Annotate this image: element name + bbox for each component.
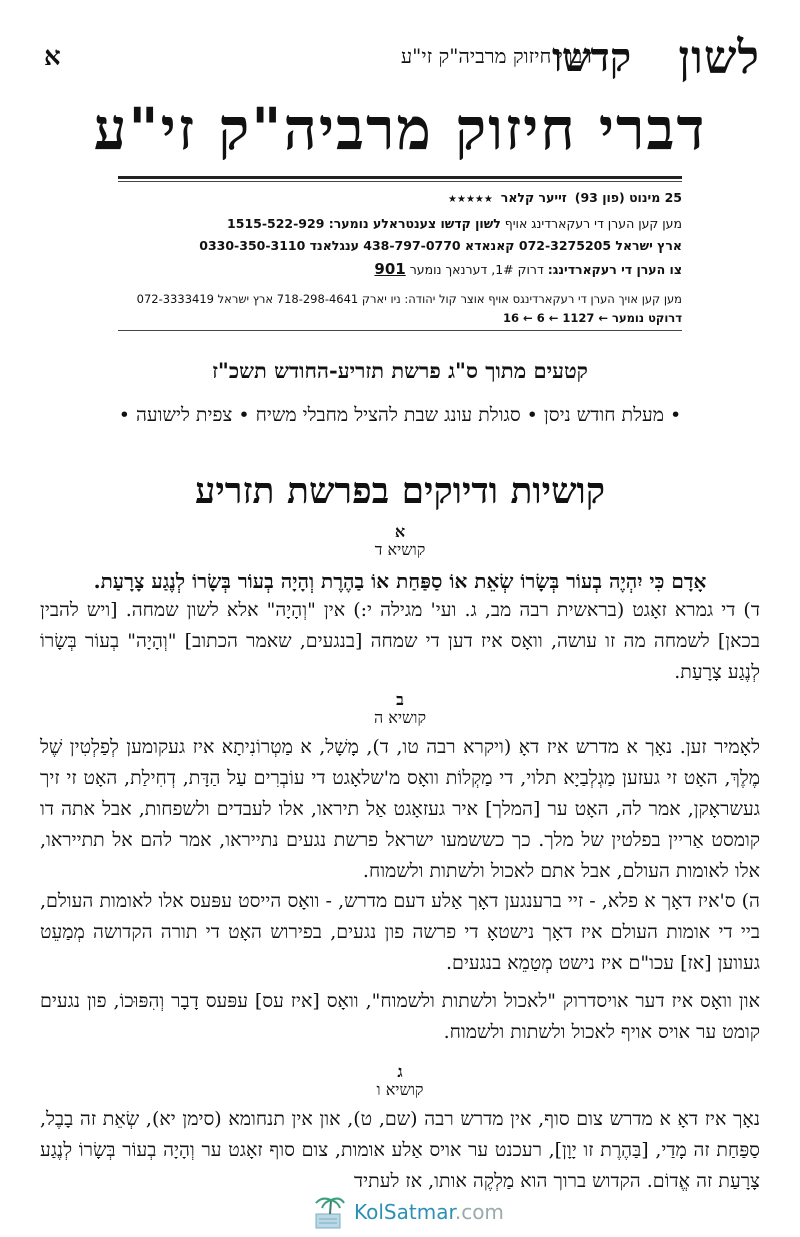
excerpt-subtitle: קטעים מתוך ס"ג פרשת תזריע-החודש תשכ"ז (212, 358, 588, 383)
central-number-prefix: מען קען הערן די רעקארדינג אויף (504, 216, 682, 231)
question-title: קושיא ו (376, 1080, 424, 1099)
paragraph-5: נאָך איז דאָ א מדרש צום סוף, אין מדרש רבה (שם, ט), און אין תנחומא (סימן יא), שְׂאֵת זה בָבֶל, סַפַּחַת זה מָדַי, [בַּהֶרֶת זו יָוָן], רעכנט ער אויס אַלע אומות, צום סוף זאָגט ער וְהָיָה בְעוֹר בְּשָׂרוֹ לְנֶגַע צָרָעַת זה אֱדוֹם. הקדוש ברוך הוא מַלְקֶה אותו, אז לעתיד (40, 1108, 760, 1192)
duration: 25 מינוט (פון 93) (574, 190, 682, 205)
kolsatmar-logo (310, 1194, 510, 1234)
question-letter: א (394, 522, 406, 541)
logo-tld: .com (454, 1200, 504, 1224)
logo-brand: KolSatmar (354, 1200, 455, 1224)
recording-number: 901 (374, 260, 406, 278)
clarity-label: זייער קלאר (500, 190, 567, 205)
paragraph-3: ה) ס'איז דאָך א פלא, - זיי ברענגען דאָך אַלע דעם מדרש, - וואָס הייסט עפּעס אלו לאומות העולם, ביי די אומות העולם איז דאָך נישטאָ די פרשה פון נגעים, בפירוש האָט די תורה הקדושה מְמַעֵט געווען [אז] עכו"ם איז נישט מְטַמֵא בנגעים. (40, 890, 760, 974)
page-title: דברי חיזוק מרביה"ק זי"ע (93, 95, 707, 163)
dial-text: דרוק 1#, דערנאך נומער (409, 262, 544, 277)
page-number: א (44, 42, 61, 72)
palm-tree-icon (310, 1194, 350, 1232)
title-divider (118, 176, 682, 179)
question-letter: ג (397, 1062, 403, 1081)
title-divider-thin (118, 181, 682, 182)
header-subtitle: דברי חיזוק מרביה"ק זי"ע (400, 44, 592, 68)
recording-meta (118, 190, 682, 205)
header-word-right: לשון (678, 30, 760, 84)
paragraph-2: לאָמיר זען. נאָך א מדרש איז דאָ (ויקרא רבה טו, ד), מָשָׁל, א מַטְרוֹנִיתָא איז געקומען לְפַלְטִין שֶׁל מֶלֶךְ, האָט זי געזען מַגְלְבַיָא תלוי, די מַקְלוֹת וואָס מ'שלאָגט די עוֹבְרִים עַל הַדָּת, דְחִילַת, האָט זי זיך געשראָקן, אמר לה, האָט ער [המלך] איר געזאָגט אַל תיראו, אלו לעבדים ולשפחות, אבל אתה דו קומסט אַריין בפלטין של מלך. כך כששמעו ישראל פרשת נגעים נתייראו, אמר להם אל תתייראו, אלו לאומות העולם, אבל אתם לאכול ולשתות ולשמוח. (40, 736, 760, 882)
verse: אָדָם כִּי יִהְיֶה בְעוֹר בְּשָׂרוֹ שְׂאֵת אוֹ סַפַּחַת אוֹ בַהֶרֶת וְהָיָה בְעוֹר בְּשָׂרוֹ לְנֶגַע צָרָעַת. (93, 569, 707, 593)
dial-label: צו הערן די רעקארדינג: (547, 262, 682, 277)
question-title: קושיא ד (374, 540, 426, 559)
logo-text (354, 1200, 504, 1224)
paragraph-1: ד) די גמרא זאָגט (בראשית רבה מב, ג. ועי' מגילה י:) אין "וְהָיָה" אלא לשון שמחה. [ויש להבין בכאן] לשמחה מה זו עושה, וואָס איז דען די שמחה [בנגעים, שאמר הכתוב] "וְהָיָה" בְעוֹר בְּשָׂרוֹ לְנֶגַע צָרָעַת. (40, 599, 760, 683)
meta-divider (118, 330, 682, 331)
country-numbers: ארץ ישראל 072-3275205 קאנאדא 438-797-0770 ענגלאנד 0330-350-3110 (199, 238, 682, 253)
topics-line: • מעלת חודש ניסן • סגולת עונג שבת להציל מחבלי משיח • צפית לישועה • (118, 404, 682, 426)
other-numbers: מען קען אויך הערן די רעקארדינגס אויף אוצר קול יהודה: ניו יארק 718-298-4641 ארץ ישראל 072-3333419 (136, 292, 682, 306)
question-letter: ב (396, 690, 404, 709)
central-number-line (118, 216, 682, 231)
press-sequence: דרוקט נומער ← 1127 ← 6 ← 16 (503, 311, 682, 325)
running-header (40, 30, 760, 84)
question-title: קושיא ה (373, 708, 427, 727)
dial-instructions (118, 260, 682, 278)
header-word-left: קדשו (552, 34, 632, 81)
star-rating-icon: ★★★★★ (448, 194, 493, 205)
central-number: לשון קדשו צענטראלע נומער: 1515-522-929 (227, 216, 501, 231)
paragraph-4: און וואָס איז דער אויסדרוק "לאכול ולשתות ולשמוח", וואָס [איז עס] עפּעס דָבָר וְהִפּוּכוֹ, פון נגעים קומט ער אויס אויף לאכול ולשתות ולשמוח. (40, 990, 760, 1043)
section-heading: קושיות ודיוקים בפרשת תזריע (194, 470, 606, 512)
